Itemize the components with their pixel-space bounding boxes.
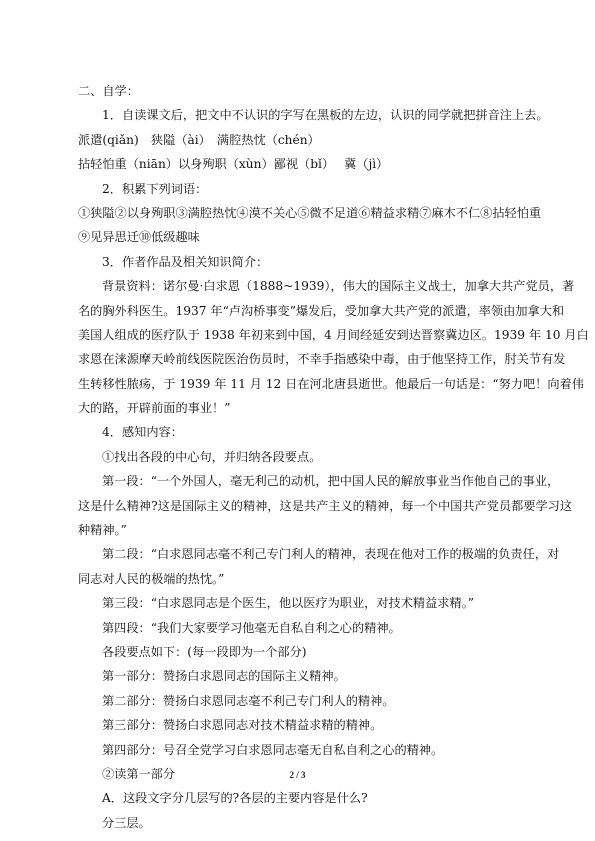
text-line: 大的路，开辟前面的事业！” xyxy=(78,401,231,416)
text-line: 第二段：“白求恩同志毫不利己专门利人的精神，表现在他对工作的极端的负责任，对 xyxy=(102,547,560,562)
text-line: 各段要点如下：(每一段即为一个部分) xyxy=(102,644,307,659)
text-line: 第一段：“一个外国人，毫无利己的动机，把中国人民的解放事业当作他自己的事业， xyxy=(102,474,560,489)
text-line: 求恩在涞源摩天岭前线医院医治伤员时，不幸手指感染中毒，由于他坚持工作，肘关节有发 xyxy=(78,352,566,367)
text-line: 生转移性脓疡，于 1939 年 11 月 12 日在河北唐县逝世。他最后一句话是：“努力吧！向着伟 xyxy=(78,376,584,391)
text-line: 同志对人民的极端的热忱。” xyxy=(78,571,225,586)
document-body xyxy=(78,79,589,835)
text-line: 4．感知内容： xyxy=(102,425,183,440)
text-line: 二、自学： xyxy=(78,84,139,98)
text-line: 第四段：“我们大家要学习他毫无自私自利之心的精神。 xyxy=(102,620,401,635)
text-line: 第一部分：赞扬白求恩同志的国际主义精神。 xyxy=(102,669,346,684)
text-line: 第二部分：赞扬白求恩同志毫不利己专门利人的精神。 xyxy=(102,693,395,708)
text-line: 拈轻怕重（niān）以身殉职（xùn）鄙视（bǐ） 冀（jì） xyxy=(78,157,389,172)
text-line: 种精神。” xyxy=(78,523,127,538)
text-line: 这是什么精神?这是国际主义的精神，这是共产主义的精神，每一个中国共产党员都要学习这 xyxy=(78,498,573,513)
text-line: 第三段：“白求恩同志是个医生，他以医疗为职业，对技术精益求精。” xyxy=(102,596,474,611)
text-line: ①找出各段的中心句，并归纳各段要点。 xyxy=(102,449,322,464)
text-line: 3．作者作品及相关知识简介： xyxy=(102,254,269,269)
text-line: 第三部分：赞扬白求恩同志对技术精益求精的精神。 xyxy=(102,718,383,733)
text-line: 第四部分：号召全党学习白求恩同志毫无自私自利之心的精神。 xyxy=(102,742,444,757)
text-line: 分三层。 xyxy=(102,815,151,830)
text-line: 1．自读课文后，把文中不认识的字写在黑板的左边，认识的同学就把拼音注上去。 xyxy=(102,108,549,123)
text-line: 2．积累下列词语： xyxy=(102,181,208,196)
page-number: 2 / 3 xyxy=(289,770,306,780)
text-line: A．这段文字分几层写的?各层的主要内容是什么? xyxy=(102,791,368,806)
text-line: 名的胸外科医生。1937 年“卢沟桥事变”爆发后，受加拿大共产党的派遣，率领由加拿大和 xyxy=(78,303,565,318)
text-line: ⑨见异思迁⑩低级趣味 xyxy=(78,230,200,245)
text-line: 背景资料：诺尔曼·白求恩（1888~1939），伟大的国际主义战士，加拿大共产党员，著 xyxy=(102,279,575,294)
text-line: ①狭隘②以身殉职③满腔热忱④漠不关心⑤微不足道⑥精益求精⑦麻木不仁⑧拈轻怕重 xyxy=(78,205,542,220)
text-line: 美国人组成的医疗队于 1938 年初来到中国，4 月间经延安到达晋察冀边区。1939 年 10 月白 xyxy=(78,327,589,342)
text-line: 派遣(qiǎn) 狭隘（ài） 满腔热忱（chén） xyxy=(78,132,320,147)
text-line: ②读第一部分 xyxy=(102,766,176,781)
